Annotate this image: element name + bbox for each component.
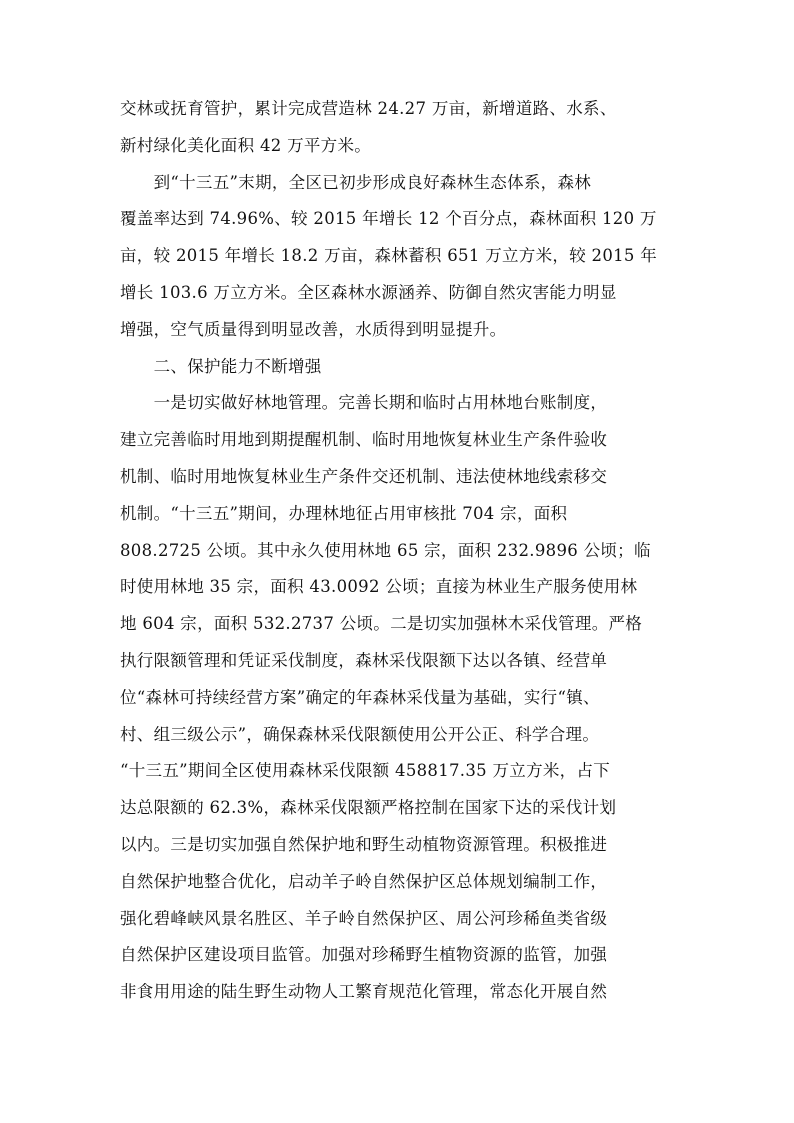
text-line: 新村绿化美化面积 42 万平方米。	[120, 135, 372, 155]
text-line: 以内。三是切实加强自然保护地和野生动植物资源管理。积极推进	[120, 834, 608, 854]
text-line: 808.2725 公顷。其中永久使用林地 65 宗，面积 232.9896 公顷；临	[120, 540, 651, 560]
text-line: 一是切实做好林地管理。完善长期和临时占用林地台账制度，	[120, 393, 608, 413]
text-line: 非食用用途的陆生野生动物人工繁育规范化管理，常态化开展自然	[120, 982, 608, 1002]
text-line: 亩，较 2015 年增长 18.2 万亩，森林蓄积 651 万立方米，较 2015 年	[120, 246, 658, 266]
text-line: 执行限额管理和凭证采伐制度，森林采伐限额下达以各镇、经营单	[120, 650, 608, 670]
text-line: 时使用林地 35 宗，面积 43.0092 公顷；直接为林业生产服务使用林	[120, 577, 638, 597]
text-line: 机制。“十三五”期间，办理林地征占用审核批 704 宗，面积	[120, 503, 568, 523]
text-line: 达总限额的 62.3%，森林采伐限额严格控制在国家下达的采伐计划	[120, 798, 617, 818]
text-line: 到“十三五”末期，全区已初步形成良好森林生态体系，森林	[120, 172, 592, 192]
text-line: 自然保护区建设项目监管。加强对珍稀野生植物资源的监管，加强	[120, 945, 608, 965]
text-line: 地 604 宗，面积 532.2737 公顷。二是切实加强林木采伐管理。严格	[120, 614, 643, 634]
text-line: 自然保护地整合优化，启动羊子岭自然保护区总体规划编制工作，	[120, 871, 608, 891]
text-line: 位“森林可持续经营方案”确定的年森林采伐量为基础，实行“镇、	[120, 687, 600, 707]
text-line: 覆盖率达到 74.96%、较 2015 年增长 12 个百分点，森林面积 120 万	[120, 209, 657, 229]
section-heading: 二、保护能力不断增强	[120, 356, 322, 376]
body-text	[120, 91, 680, 1011]
text-line: 机制、临时用地恢复林业生产条件交还机制、违法使林地线索移交	[120, 466, 608, 486]
text-line: “十三五”期间全区使用森林采伐限额 458817.35 万立方米，占下	[120, 761, 611, 781]
text-line: 强化碧峰峡风景名胜区、羊子岭自然保护区、周公河珍稀鱼类省级	[120, 908, 608, 928]
text-line: 建立完善临时用地到期提醒机制、临时用地恢复林业生产条件验收	[120, 430, 608, 450]
text-line: 增强，空气质量得到明显改善，水质得到明显提升。	[120, 319, 507, 339]
text-line: 增长 103.6 万立方米。全区森林水源涵养、防御自然灾害能力明显	[120, 282, 617, 302]
text-line: 交林或抚育管护，累计完成营造林 24.27 万亩，新增道路、水系、	[120, 99, 617, 118]
text-line: 村、组三级公示”，确保森林采伐限额使用公开公正、科学合理。	[120, 724, 600, 744]
